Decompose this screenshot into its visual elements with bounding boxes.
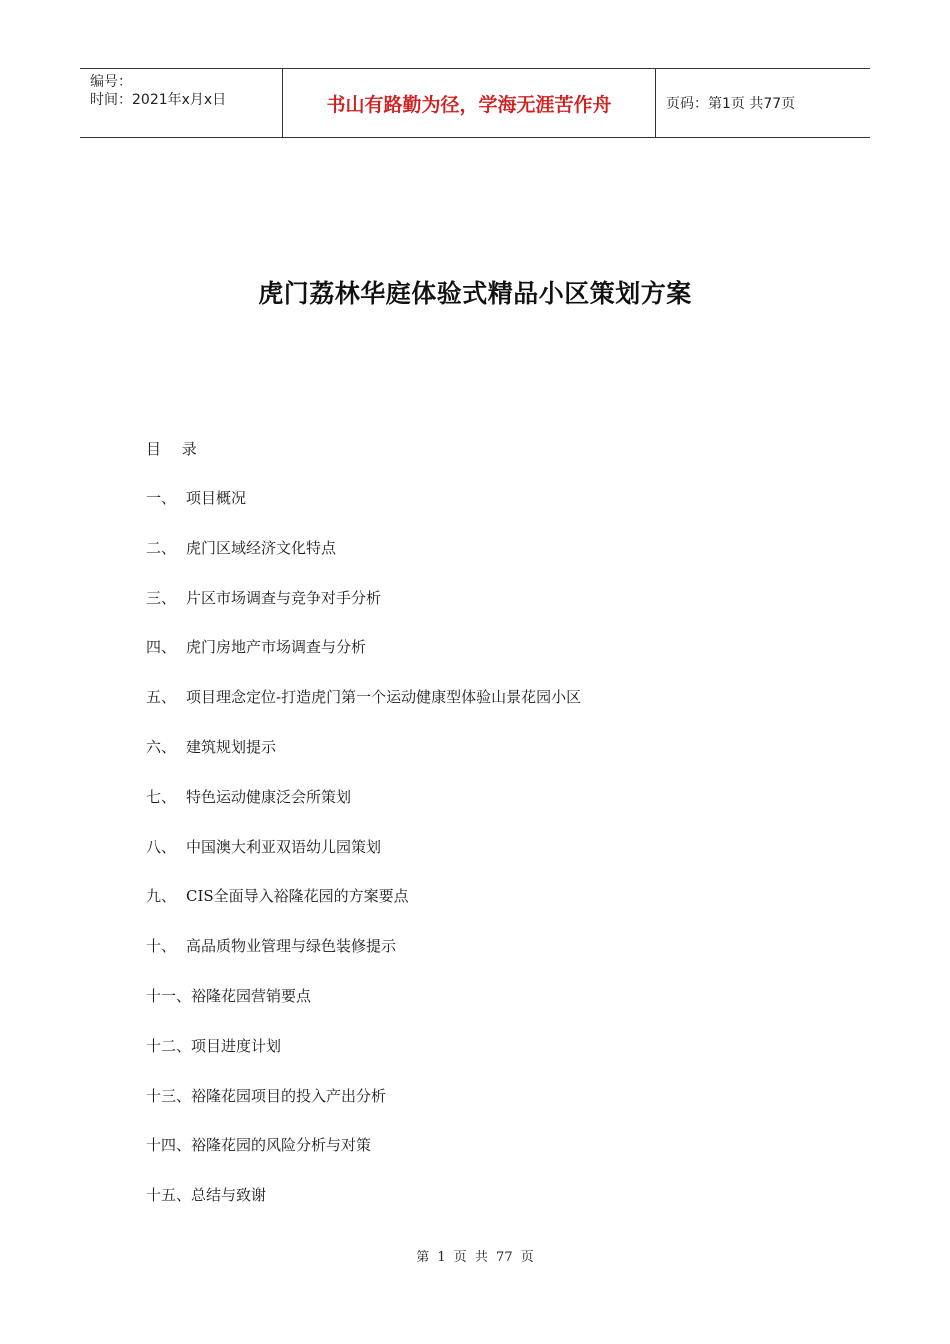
toc-item-number: 一、	[146, 489, 177, 507]
header-motto: 书山有路勤为径，学海无涯苦作舟	[282, 69, 656, 137]
toc-item-text: 建筑规划提示	[186, 737, 277, 756]
toc-item	[146, 637, 581, 687]
toc-item	[146, 488, 581, 538]
toc-item-text: 特色运动健康泛会所策划	[186, 787, 352, 806]
header-meta	[80, 69, 282, 137]
toc-item	[146, 837, 581, 887]
toc-item-number: 二、	[146, 538, 177, 557]
number-label: 编号：	[90, 74, 132, 90]
toc-item-number: 三、	[146, 588, 177, 607]
toc-item	[146, 1086, 581, 1136]
toc-item	[146, 1135, 581, 1185]
toc-item	[146, 1036, 581, 1086]
page-footer: 第 1 页 共 77 页	[416, 1250, 534, 1265]
toc-item-text: 中国澳大利亚双语幼儿园策划	[186, 837, 382, 856]
toc-item-text: 裕隆花园项目的投入产出分析	[191, 1086, 387, 1105]
toc-item-number: 十五、	[146, 1186, 192, 1205]
toc-item-number: 五、	[146, 688, 177, 707]
toc-item-number: 四、	[146, 638, 177, 657]
toc-item-number: 九、	[146, 887, 177, 906]
toc-item	[146, 588, 581, 638]
toc-item	[146, 787, 581, 837]
time-label: 时间：2021年x月x日	[90, 92, 227, 108]
toc-item-text: 项目进度计划	[191, 1036, 282, 1055]
toc-item	[146, 538, 581, 588]
toc-item	[146, 687, 581, 737]
toc-item-number: 八、	[146, 837, 177, 856]
toc-item-number: 十、	[146, 937, 177, 956]
toc-item	[146, 737, 581, 787]
toc-item-text: 裕隆花园营销要点	[191, 986, 312, 1005]
table-of-contents	[146, 488, 581, 1235]
toc-item-text: 裕隆花园的风险分析与对策	[191, 1136, 372, 1155]
toc-item-number: 七、	[146, 787, 177, 806]
toc-item-text: 片区市场调查与竞争对手分析	[186, 588, 382, 607]
toc-item-text: 虎门房地产市场调查与分析	[186, 638, 367, 657]
page-header	[80, 68, 870, 138]
toc-item-number: 六、	[146, 737, 177, 756]
toc-item	[146, 886, 581, 936]
toc-item-number: 十三、	[146, 1086, 192, 1105]
toc-item-number: 十四、	[146, 1136, 192, 1155]
document-title: 虎门荔林华庭体验式精品小区策划方案	[258, 279, 692, 308]
toc-item-number: 十一、	[146, 986, 192, 1005]
toc-item-text: 高品质物业管理与绿色装修提示	[186, 937, 397, 956]
header-page-info: 页码：第1页 共77页	[666, 96, 796, 112]
toc-item-text: CIS全面导入裕隆花园的方案要点	[186, 887, 409, 906]
toc-item-text: 总结与致谢	[191, 1186, 267, 1205]
toc-item-text: 项目概况	[186, 489, 247, 507]
toc-item	[146, 986, 581, 1036]
toc-item	[146, 1185, 581, 1235]
toc-item	[146, 936, 581, 986]
toc-item-text: 项目理念定位-打造虎门第一个运动健康型体验山景花园小区	[186, 688, 582, 707]
toc-item-number: 十二、	[146, 1036, 192, 1055]
toc-heading: 目 录	[146, 440, 205, 458]
toc-item-text: 虎门区域经济文化特点	[186, 538, 337, 557]
